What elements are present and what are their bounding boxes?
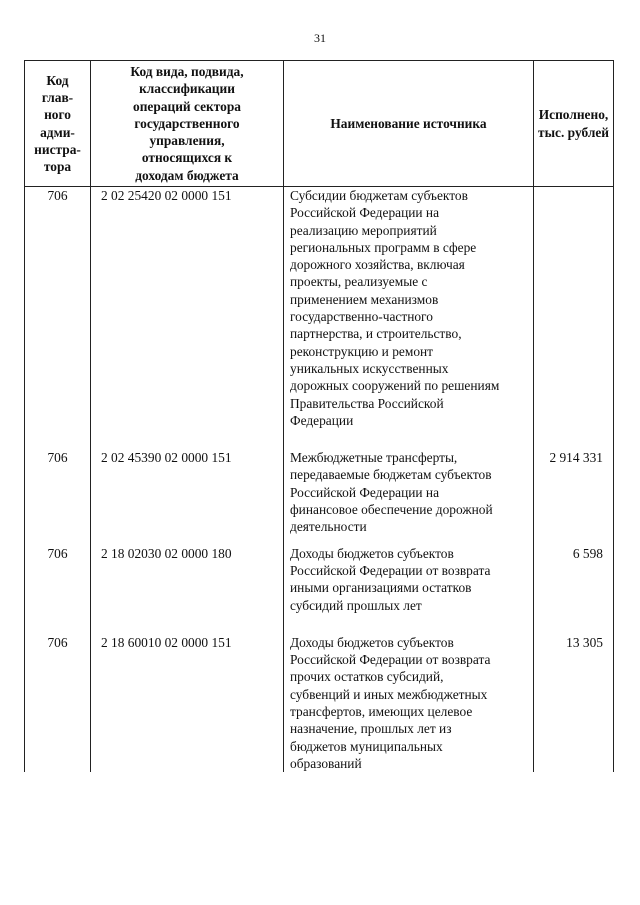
row-spacer <box>25 536 614 545</box>
row-spacer <box>25 429 614 449</box>
row-admin-code: 706 <box>25 545 91 614</box>
header-admin-code: Код глав- ного адми- нистра- тора <box>25 61 91 187</box>
table-body <box>25 187 614 773</box>
row-classification-code: 2 02 45390 02 0000 151 <box>91 449 284 535</box>
header-classification-code: Код вида, подвида, классификации операций сектора государственного управления, относящихся к доходам бюджета <box>91 61 284 187</box>
row-amount <box>534 187 614 430</box>
table-header <box>25 61 614 187</box>
spacer-cell <box>91 429 284 449</box>
row-source-name: Субсидии бюджетам субъектов Российской Федерации на реализацию мероприятий региональных программ в сфере дорожного хозяйства, включая проекты, реализуемые с применением механизмов государственно-частного партнерства, и строительство, реконструкцию и ремонт уникальных искусственных дорожных сооружений по решениям Правительства Российской Федерации <box>284 187 534 430</box>
spacer-cell <box>25 614 91 634</box>
table-row <box>25 545 614 614</box>
spacer-cell <box>534 536 614 545</box>
spacer-cell <box>91 614 284 634</box>
row-source-name: Доходы бюджетов субъектов Российской Федерации от возврата иными организациями остатков субсидий прошлых лет <box>284 545 534 614</box>
row-spacer <box>25 614 614 634</box>
spacer-cell <box>284 614 534 634</box>
table-row <box>25 187 614 430</box>
spacer-cell <box>25 536 91 545</box>
spacer-cell <box>284 429 534 449</box>
page-number: 31 <box>314 31 326 45</box>
header-amount: Исполнено, тыс. рублей <box>534 61 614 187</box>
row-classification-code: 2 02 25420 02 0000 151 <box>91 187 284 430</box>
row-amount: 6 598 <box>534 545 614 614</box>
row-classification-code: 2 18 02030 02 0000 180 <box>91 545 284 614</box>
row-amount: 2 914 331 <box>534 449 614 535</box>
table-row <box>25 449 614 535</box>
row-source-name: Доходы бюджетов субъектов Российской Федерации от возврата прочих остатков субсидий, субвенций и иных межбюджетных трансфертов, имеющих целевое назначение, прошлых лет из бюджетов муниципальных образований <box>284 634 534 772</box>
row-admin-code: 706 <box>25 187 91 430</box>
spacer-cell <box>25 429 91 449</box>
row-admin-code: 706 <box>25 634 91 772</box>
row-source-name: Межбюджетные трансферты, передаваемые бюджетам субъектов Российской Федерации на финансовое обеспечение дорожной деятельности <box>284 449 534 535</box>
spacer-cell <box>534 429 614 449</box>
row-admin-code: 706 <box>25 449 91 535</box>
spacer-cell <box>91 536 284 545</box>
revenue-table <box>24 60 614 772</box>
row-classification-code: 2 18 60010 02 0000 151 <box>91 634 284 772</box>
row-amount: 13 305 <box>534 634 614 772</box>
header-source-name: Наименование источника <box>284 61 534 187</box>
spacer-cell <box>284 536 534 545</box>
table-row <box>25 634 614 772</box>
spacer-cell <box>534 614 614 634</box>
